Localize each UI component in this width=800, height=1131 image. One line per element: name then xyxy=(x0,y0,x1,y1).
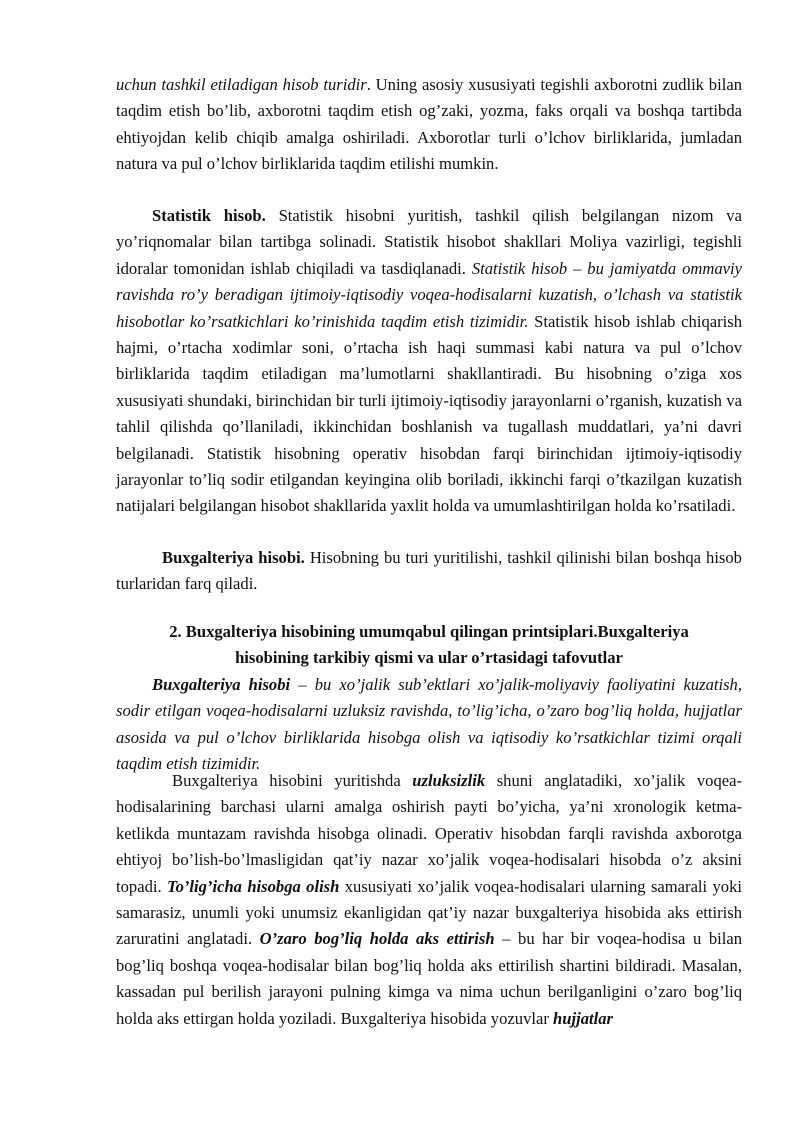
term-ozaro-bogliq: O’zaro bog’liq holda aks ettirish xyxy=(259,929,495,949)
paragraph-definition xyxy=(116,672,742,778)
heading-line-1: 2. Buxgalteriya hisobining umumqabul qilingan printsiplari.Buxgalteriya xyxy=(169,622,689,641)
italic-definition: Statistik hisob – bu jamiyatda ommaviy ravishda ro’y beradigan ijtimoiy-iqtisodiy voqea-hodisalarni kuzatish, o’lchash va statistik hisobotlar ko’rsatkichlari ko’rinishida taqdim etish tizimidir. xyxy=(116,258,743,331)
paragraph-buxgalteriya-hisobi xyxy=(116,545,742,598)
paragraph-operative-hisob xyxy=(116,72,742,178)
bold-italic-term: Buxgalteriya hisobi xyxy=(152,675,291,694)
paragraph-text: Statistik hisobni yuritish, tashkil qilish belgilangan nizom va yo’riqnomalar bilan tartibga solinadi. Statistik hisobot shakllari Moliya vazirligi, tegishli idoralar tomonidan ishlab chiqiladi va tasdiqlanadi. xyxy=(116,206,742,278)
paragraph-principles xyxy=(116,768,742,1032)
term-toliqicha: To’lig’icha hisobga olish xyxy=(166,876,340,896)
paragraph-text: . Uning asosiy xususiyati tegishli axborotni zudlik bilan taqdim etish bo’lib, axborotni taqdim etish og’zaki, yozma, faks orqali va boshqa tartibda ehtiyojdan kelib chiqib amalga oshiriladi. Axborotlar turli o’lchov birliklarida, jumladan natura va pul o’lchov birliklarida taqdim etilishi mumkin. xyxy=(116,75,742,174)
paragraph-text: – bu har bir voqea-hodisa u bilan bog’liq boshqa voqea-hodisalar bilan bog’liq holda aks ettirilish shartini bildiradi. Masalan, kassadan pul berilish jarayoni pulning kimga va nima uchun berilganligini o’zaro bog’liq holda aks ettirgan holda yoziladi. Buxgalteriya hisobida yozuvlar xyxy=(116,929,743,1028)
term-uzluksizlik: uzluksizlik xyxy=(412,771,486,790)
paragraph-text: Statistik hisob ishlab chiqarish hajmi, o’rtacha xodimlar soni, o’rtacha ish haqi summasi kabi natura va pul o’lchov birliklarida taqdim etiladigan ma’lumotlarni shakllantiradi. Bu hisobning o’ziga xos xususiyati shundaki, birinchidan bir turli ijtimoiy-iqtisodiy jarayonlarni o’rganish, kuzatish va tahlil qilishda qo’llaniladi, ikkinchidan boshlanish va tugallash muddatlari, ya’ni davri belgilanadi. Statistik hisobning operativ hisobdan farqi birinchidan ijtimoiy-iqtisodiy jarayonlar to’liq sodir etilgandan keyingina olib boriladi, ikkinchi farqi o’tkazilgan kuzatish natijalari belgilangan hisobot shakllarida yaxlit holda va umumlashtirilgan holda ko’rsatiladi. xyxy=(116,311,742,516)
paragraph-text: Buxgalteriya hisobini yuritishda xyxy=(172,771,413,790)
italic-definition: – bu xo’jalik sub’ektlari xo’jalik-moliyaviy faoliyatini kuzatish, sodir etilgan voqea-hodisalarni uzluksiz ravishda, to’lig’icha, o’zaro bog’liq holda, hujjatlar asosida va pul o’lchov birliklarida hisobga olish va iqtisodiy ko’rsatkichlar tizimi orqali taqdim etish tizimidir. xyxy=(116,675,742,774)
italic-lead: uchun tashkil etiladigan hisob turidir xyxy=(116,75,367,94)
paragraph-text: shuni anglatadiki, xo’jalik voqea-hodisalarining barchasi ularni amalga oshirish payti bo’yicha, ya’ni xronologik ketma-ketlikda muntazam ravishda hisobga olinadi. Operativ hisobdan farqli ravishda axborotga ehtiyoj bo’lish-bo’lmasligidan qat’iy nazar xo’jalik voqea-hodisalari hisobda o’z aksini topadi. xyxy=(116,771,743,896)
heading-line-2: hisobining tarkibiy qismi va ular o’rtasidagi tafovutlar xyxy=(235,648,623,668)
paragraph-text: Hisobning bu turi yuritilishi, tashkil qilinishi bilan boshqa hisob turlaridan farq qiladi. xyxy=(116,548,742,594)
term-hujjatlar: hujjatlar xyxy=(553,1008,613,1028)
section-heading xyxy=(116,619,742,672)
paragraph-text: xususiyati xo’jalik voqea-hodisalari ularning samarali yoki samarasiz, unumli yoki unumsiz ekanligidan qat’iy nazar buxgalteriya hisobida aks ettirish zaruratini anglatadi. xyxy=(116,876,743,949)
bold-term-buxgalteriya-hisobi: Buxgalteriya hisobi. xyxy=(162,548,305,567)
paragraph-statistik-hisob xyxy=(116,203,742,520)
bold-term-statistik-hisob: Statistik hisob. xyxy=(152,206,266,225)
